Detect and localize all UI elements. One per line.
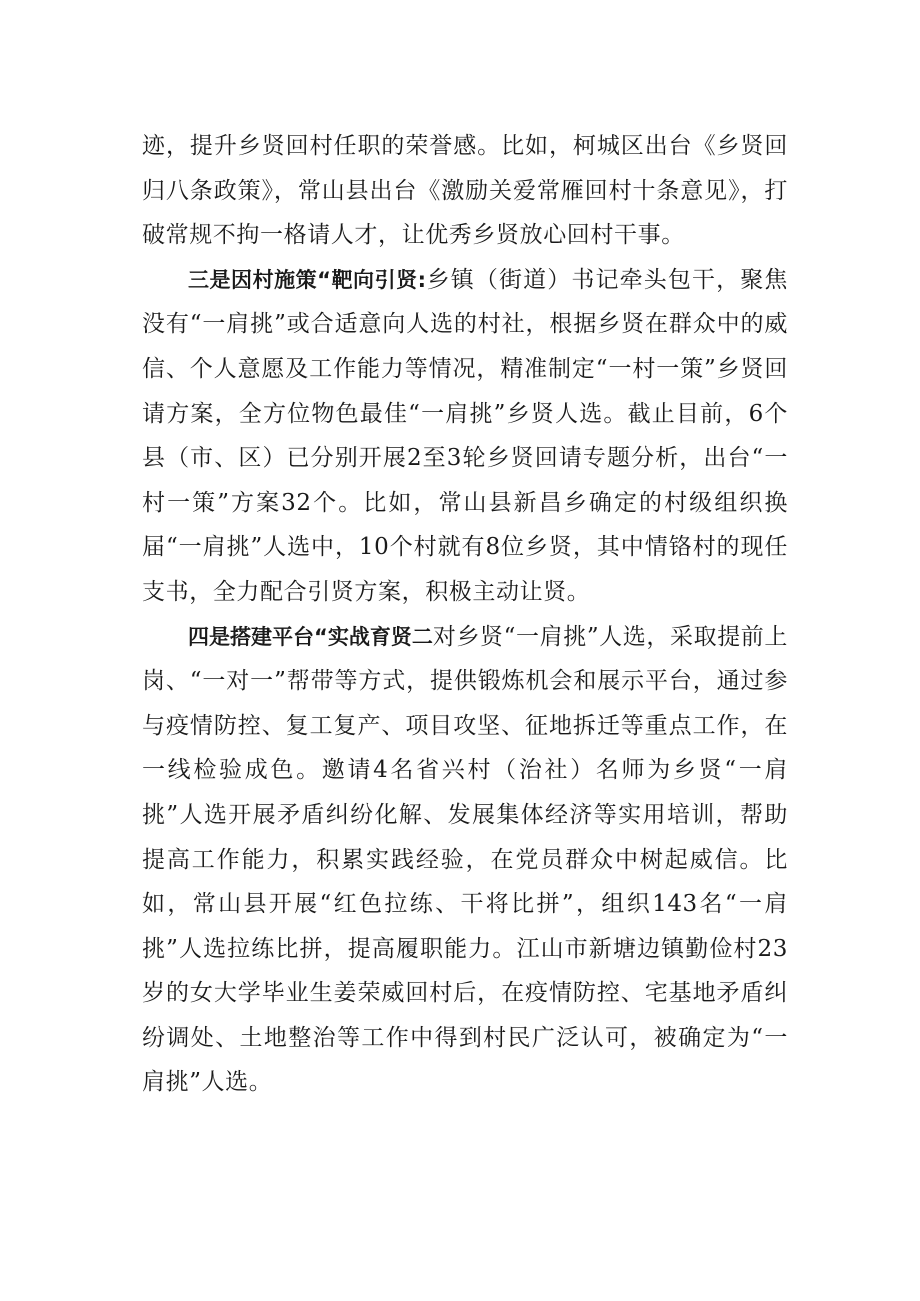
document-body (142, 124, 788, 1105)
paragraph-text: 对乡贤“一肩挑”人选，采取提前上岗、“一对一”帮带等方式，提供锻炼机会和展示平台，通过参与疫情防控、复工复产、项目攻坚、征地拆迁等重点工作，在一线检验成色。邀请4名省兴村（治社）名师为乡贤“一肩挑”人选开展矛盾纠纷化解、发展集体经济等实用培训，帮助提高工作能力，积累实践经验，在党员群众中树起威信。比如，常山县开展“红色拉练、干将比拼”，组织143名“一肩挑”人选拉练比拼，提高履职能力。江山市新塘边镇勤俭村23岁的女大学毕业生姜荣威回村后，在疫情防控、宅基地矛盾纠纷调处、土地整治等工作中得到村民广泛认可，被确定为“一肩挑”人选。 (142, 623, 788, 1096)
paragraph-lead: 四是搭建平台“实战育贤二 (188, 624, 433, 649)
paragraph-text: 迹，提升乡贤回村任职的荣誉感。比如，柯城区出台《乡贤回归八条政策》，常山县出台《激励关爱常雁回村十条意见》，打破常规不拘一格请人才，让优秀乡贤放心回村干事。 (142, 133, 788, 249)
paragraph-platform-training (142, 615, 788, 1106)
paragraph-continuation (142, 124, 788, 258)
paragraph-targeted-talent (142, 258, 788, 615)
paragraph-text: 乡镇（街道）书记牵头包干，聚焦没有“一肩挑”或合适意向人选的村社，根据乡贤在群众中的威信、个人意愿及工作能力等情况，精准制定“一村一策”乡贤回请方案，全方位物色最佳“一肩挑”乡贤人选。截止目前，6个县（市、区）已分别开展2至3轮乡贤回请专题分析，出台“一村一策”方案32个。比如，常山县新昌乡确定的村级组织换届“一肩挑”人选中，10个村就有8位乡贤，其中情铬村的现任支书，全力配合引贤方案，积极主动让贤。 (142, 266, 789, 605)
paragraph-lead: 三是因村施策“靶向引贤: (188, 267, 427, 292)
